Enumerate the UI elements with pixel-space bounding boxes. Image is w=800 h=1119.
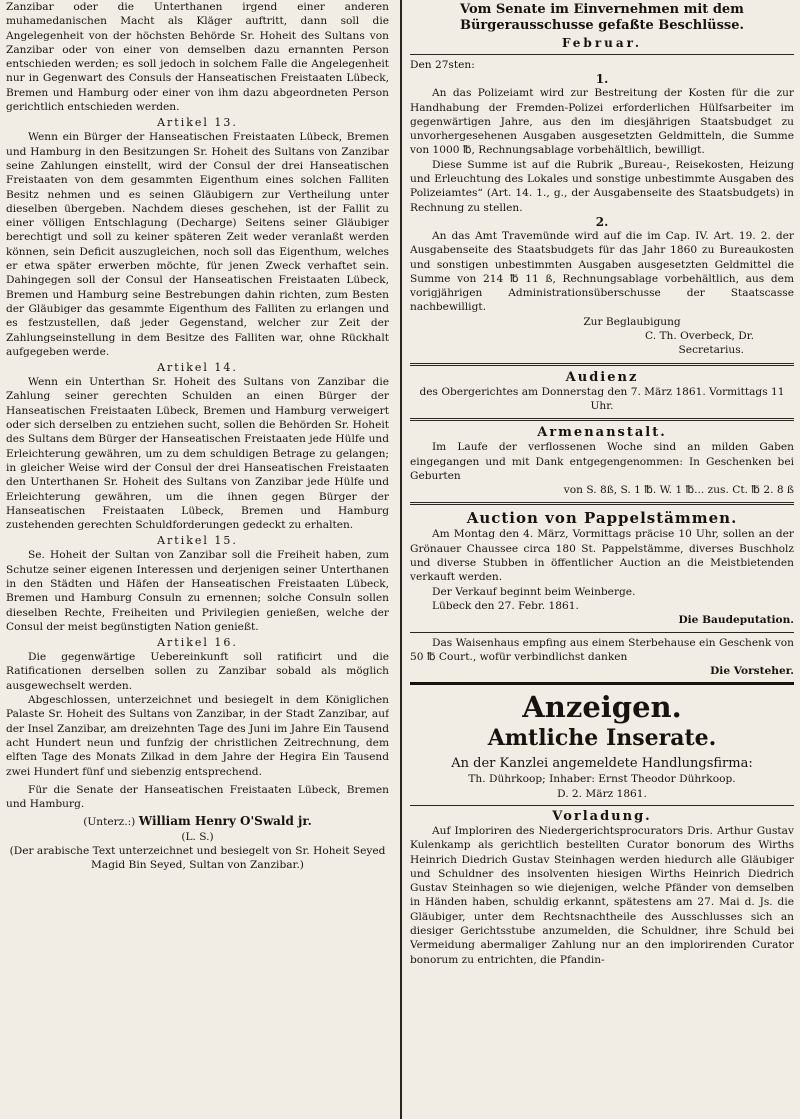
divider: [410, 363, 794, 366]
article-16-heading: Artikel 16.: [157, 636, 238, 650]
arabic-text-note: (Der arabische Text unterzeichnet und besiegelt von Sr. Hoheit Seyed Magid Bin Seyed, Sultan von Zanzibar.): [9, 845, 386, 872]
orphanage-signature: Die Vorsteher.: [710, 665, 794, 678]
senate-paragraph: Für die Senate der Hanseatischen Freistaaten Lübeck, Bremen und Hamburg.: [6, 783, 389, 811]
paragraph-intro: Zanzibar oder die Unterthanen irgend einer anderen muhamedanischen Macht als Kläger auftritt, dann soll die Angelegenheit von der höchsten Behörde Sr. Hoheit des Sultans von Zanzibar oder von einer von demselben dazu ernannten Person entschieden werden; es soll jedoch in solchem Falle die Angelegenheit nur in Gegenwart des Consuls der Hanseatischen Freistaaten Lübeck, Bremen und Hamburg oder einer von ihm dazu abgeordneten Person gerichtlich entschieden werden.: [6, 1, 389, 114]
firm-entry: Th. Dührkoop; Inhaber: Ernst Theodor Dührkoop.: [468, 773, 736, 786]
resolution-number-2: 2.: [595, 214, 609, 229]
audienz-heading: Audienz: [565, 369, 639, 385]
signature-name: William Henry O'Swald jr.: [138, 814, 312, 829]
article-14-text: Wenn ein Unterthan Sr. Hoheit des Sultans von Zanzibar die Zahlung seiner gerechten Schulden an einen Bürger der Hanseatischen Freistaaten Lübeck, Bremen und Hamburg verweigert oder sich derselben zu entziehen sucht, sollen die Behörden Sr. Hoheit des Sultans dem Bürger der Hanseatischen Freistaaten jede Hülfe und Erleichterung gewähren, um zu dem schuldigen Betrage zu gelangen; in gleicher Weise wird der Consul der drei Hanseatischen Freistaaten den Unterthanen Sr. Hoheit des Sultans von Zanzibar jede Hülfe und Erleichterung gewähren, um die ihnen gegen Bürger der Hanseatischen Freistaaten Lübeck, Bremen und Hamburg zustehenden gerechten Schuldforderungen gedeckt zu erhalten.: [6, 376, 389, 532]
conclusion-paragraph: Abgeschlossen, unterzeichnet und besiegelt in dem Königlichen Palaste Sr. Hoheit des Sultans von Zanzibar, in der Stadt Zanzibar, auf der Insel Zanzibar, am dreizehnten Tage des Juni im Jahre Ein Tausend acht Hundert neun und funfzig der christlichen Zeitrechnung, dem elften Tage des Monats Zilkad in dem Jahre der Hegira Ein Tausend zwei Hundert fünf und siebenzig entsprechend.: [6, 694, 389, 778]
article-13-heading: Artikel 13.: [157, 116, 238, 130]
resolution-date: Den 27sten:: [410, 59, 475, 71]
divider: [410, 632, 794, 633]
section-rule: [410, 682, 794, 685]
signature-prefix: (Unterz.:): [83, 816, 136, 829]
auction-heading: Auction von Pappelstämmen.: [466, 509, 738, 528]
article-13-text: Wenn ein Bürger der Hanseatischen Freistaaten Lübeck, Bremen und Hamburg in den Besitzungen Sr. Hoheit des Sultans von Zanzibar seine Zahlungen einstellt, wird der Consul der drei Hanseatischen Freistaaten von dem gesammten Eigenthum eines solchen Falliten Besitz nehmen und es seinen Gläubigern zur Vertheilung unter dieselben übergeben. Nachdem dieses geschehen, ist der Fallit zu einer völligen Entschlagung (Decharge) Seitens seiner Gläubiger berechtigt und soll zu keiner späteren Zeit weder veranlaßt werden können, sein Deficit auszugleichen, noch soll das Eigenthum, welches er etwa später erwerben möchte, für jenen Zweck verhaftet sein. Dahingegen soll der Consul der Hanseatischen Freistaaten Lübeck, Bremen und Hamburg seine Bestrebungen dahin richten, zum Besten der Gläubiger das gesammte Eigenthum des Falliten zu erlangen und es festzustellen, daß jeder Gegenstand, welcher zur Zeit der Zahlungseinstellung in dem Besitze des Falliten war, ohne Rückhalt aufgegeben werde.: [6, 131, 389, 358]
article-14-heading: Artikel 14.: [157, 361, 238, 375]
divider: [410, 54, 794, 55]
anzeigen-heading: Anzeigen.: [522, 690, 682, 725]
amtliche-inserate-heading: Amtliche Inserate.: [487, 725, 717, 752]
attestation-name: C. Th. Overbeck, Dr.: [645, 330, 754, 343]
left-column: [6, 0, 389, 1119]
resolution-number-1: 1.: [595, 72, 609, 87]
attestation-label: Zur Beglaubigung: [583, 315, 681, 328]
seal-mark: (L. S.): [181, 830, 214, 843]
attestation-role: Secretarius.: [678, 344, 744, 357]
article-15-text: Se. Hoheit der Sultan von Zanzibar soll die Freiheit haben, zum Schutze seiner eigenen Interessen und derjenigen seiner Unterthanen in den Städten und Häfen der Hanseatischen Freistaaten Lübeck, Bremen und Hamburg Consuln zu ernennen; solche Consuln sollen dieselben Rechte, Freiheiten und Privilegien genießen, welche der Consul der meist begünstigten Nation genießt.: [6, 549, 389, 633]
right-column: [410, 0, 794, 1119]
armenanstalt-text: Im Laufe der verflossenen Woche sind an milden Gaben eingegangen und mit Dank entgegengenommen: In Geschenken bei Geburten: [410, 441, 794, 482]
firm-date: D. 2. März 1861.: [557, 787, 647, 800]
armenanstalt-heading: Armenanstalt.: [537, 425, 667, 441]
audienz-text: des Obergerichtes am Donnerstag den 7. März 1861. Vormittags 11 Uhr.: [419, 385, 785, 412]
article-16-text: Die gegenwärtige Uebereinkunft soll ratificirt und die Ratificationen derselben sollen zu Zanzibar sobald als möglich ausgewechselt werden.: [6, 651, 389, 692]
resolution-1-note: Diese Summe ist auf die Rubrik „Bureau-, Reisekosten, Heizung und Erleuchtung des Lokales und sonstige unbestimmte Ausgaben des Polizeiamtes“ (Art. 14. 1., g., der Ausgabenseite des Staatsbudgets) in Rechnung zu stellen.: [410, 158, 794, 214]
orphanage-text: Das Waisenhaus empfing aus einem Sterbehause ein Geschenk von 50 ℔ Court., wofür verbindlichst danken: [410, 636, 794, 663]
signature-line: [6, 814, 389, 829]
armenanstalt-amounts: von S. 8ß, S. 1 ℔. W. 1 ℔... zus. Ct. ℔ 2. 8 ß: [563, 484, 794, 497]
divider: [410, 418, 794, 421]
divider: [410, 805, 794, 806]
resolution-2-text: An das Amt Travemünde wird auf die im Cap. IV. Art. 19. 2. der Ausgabenseite des Staatsbudgets für das Jahr 1860 zu Bureaukosten und sonstigen unbestimmten Ausgaben ausgesetzten Geldmittel die Summe von 214 ℔ 11 ß, Rechnungsablage vorbehältlich, aus dem vorigjährigen Administrationsüberschusse der Staatscasse nachbewilligt.: [410, 229, 794, 314]
auction-signature: Die Baudeputation.: [678, 614, 794, 627]
column-divider: [400, 0, 402, 1119]
vorladung-heading: Vorladung.: [552, 808, 652, 824]
month-heading: Februar.: [561, 36, 643, 50]
divider: [410, 502, 794, 505]
article-15-heading: Artikel 15.: [157, 534, 238, 548]
resolution-1-text: An das Polizeiamt wird zur Bestreitung der Kosten für die zur Handhabung der Fremden-Polizei erforderlichen Hülfsarbeiter im gegenwärtigen Jahre, aus den im diesjährigen Staatsbudget zu unvorhergesehenen Ausgaben ausgesetzten Geldmitteln, die Summe von 1000 ℔, Rechnungsablage vorbehältlich, bewilligt.: [410, 87, 794, 157]
auction-date: Lübeck den 27. Febr. 1861.: [432, 599, 579, 612]
kanzlei-heading: An der Kanzlei angemeldete Handlungsfirma:: [451, 756, 753, 772]
auction-start: Der Verkauf beginnt beim Weinberge.: [432, 585, 636, 598]
senate-resolutions-title: Vom Senate im Einvernehmen mit dem Bürgerausschusse gefaßte Beschlüsse.: [459, 2, 745, 33]
auction-text: Am Montag den 4. März, Vormittags präcise 10 Uhr, sollen an der Grönauer Chaussee circa 180 St. Pappelstämme, diverses Buschholz und diverse Stubben in öffentlicher Auction an die Meistbietenden verkauft werden.: [410, 528, 794, 584]
vorladung-text: Auf Imploriren des Niedergerichtsprocurators Dris. Arthur Gustav Kulenkamp als gerichtlich bestellten Curator bonorum des Wirths Heinrich Diedrich Gustav Steinhagen werden hiedurch alle Gläubiger und Schuldner des insolventen hiesigen Wirths Heinrich Diedrich Gustav Steinhagen so wie diejenigen, welche Pfänder von demselben in Händen haben, schuldig erkannt, spätestens am 27. Mai d. Js. die Gläubiger, unter dem Rechtsnachtheile des Ausschlusses sich an diesiger Gerichtsstube anzumelden, die Schuldner, ihre Schuld bei Vermeidung abermaliger Zahlung nur an den implorirenden Curator bonorum zu entrichten, die Pfandin-: [410, 824, 794, 966]
